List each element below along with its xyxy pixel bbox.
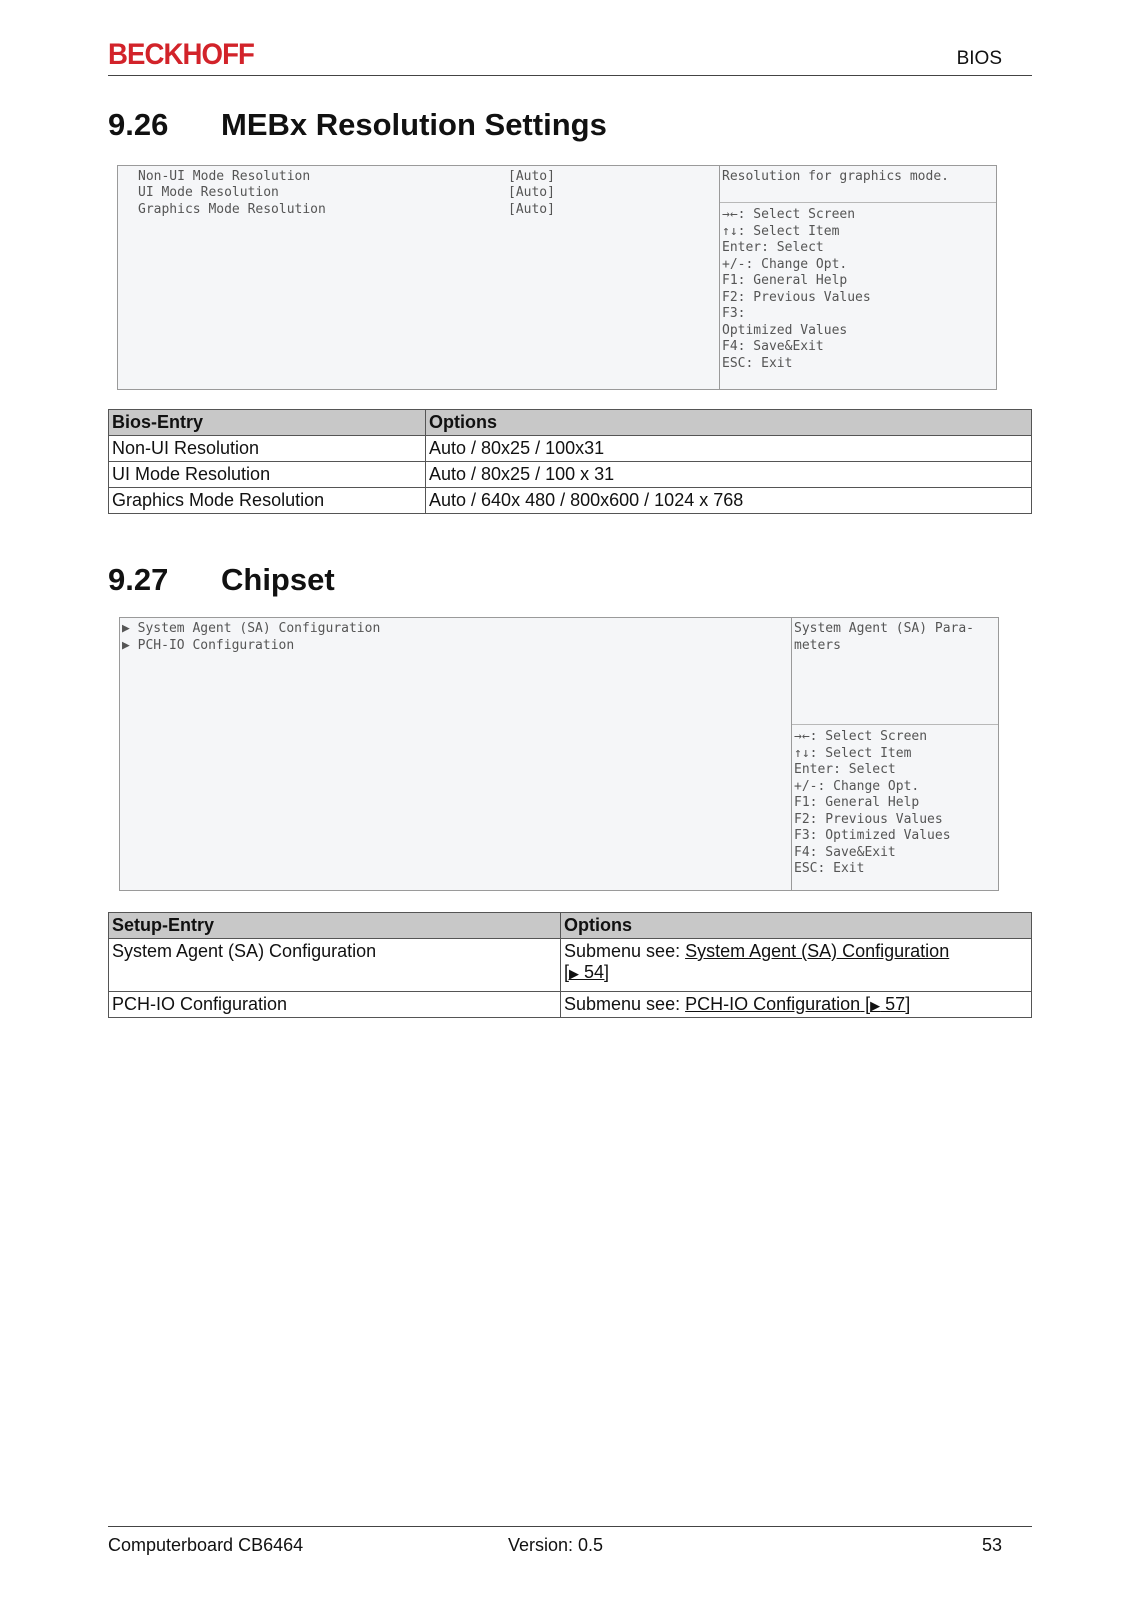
footer-divider: [108, 1526, 1032, 1527]
bios-key-hint: F3: Optimized Values: [794, 828, 951, 843]
bios-item-label[interactable]: Graphics Mode Resolution: [138, 202, 326, 217]
bios-key-hint: +/-: Change Opt.: [794, 779, 920, 794]
bios-submenu-item[interactable]: ▶ System Agent (SA) Configuration: [122, 621, 381, 636]
bios-key-hint: ESC: Exit: [794, 861, 865, 876]
submenu-link-text: PCH-IO Configuration: [685, 994, 861, 1014]
bios-key-hint: F2: Previous Values: [722, 290, 871, 305]
header-divider: [108, 75, 1032, 76]
table-row: [109, 939, 1032, 992]
bios-key-hint: ↑↓: Select Item: [722, 224, 840, 239]
section-number: 9.27: [108, 562, 169, 597]
bios-item-value[interactable]: [Auto]: [508, 185, 555, 200]
bios-key-hint: ↑↓: Select Item: [794, 746, 912, 761]
bios-panel-divider: [791, 618, 792, 890]
page-ref-open: [: [564, 962, 570, 982]
table-header-cell: Options: [426, 410, 1032, 436]
page-ref-number: 54]: [579, 962, 610, 982]
bios-key-hint: +/-: Change Opt.: [722, 257, 848, 272]
page-ref-open: [: [860, 994, 871, 1014]
bios-key-hint: Enter: Select: [794, 762, 896, 777]
section-title: Chipset: [221, 562, 335, 597]
table-cell-options: [561, 992, 1032, 1018]
table-cell-options: [561, 939, 1032, 992]
bios-item-value[interactable]: [Auto]: [508, 202, 555, 217]
bios-key-hint: F1: General Help: [794, 795, 920, 810]
table-row: [109, 992, 1032, 1018]
footer-page-number: 53: [981, 1535, 1002, 1555]
bios-help-text: System Agent (SA) Para-: [794, 621, 975, 636]
table-header-cell: Options: [561, 913, 1032, 939]
table-header-row: [109, 913, 1032, 939]
bios-key-hint: F3:: [722, 306, 746, 321]
page-ref-link[interactable]: [564, 962, 609, 982]
bios-item-label[interactable]: UI Mode Resolution: [138, 185, 279, 200]
section-title: MEBx Resolution Settings: [221, 107, 607, 142]
bios-help-text: meters: [794, 638, 841, 653]
bios-screen-chipset: [119, 617, 999, 891]
bios-entry-table: [108, 409, 1032, 514]
table-cell-entry: System Agent (SA) Configuration: [109, 939, 561, 992]
section-number: 9.26: [108, 107, 169, 142]
header-section-label: BIOS: [956, 48, 1002, 69]
bios-key-hint: F4: Save&Exit: [794, 845, 896, 860]
bios-item-value[interactable]: [Auto]: [508, 169, 555, 184]
submenu-prefix: Submenu see:: [564, 941, 686, 961]
bios-item-label[interactable]: Non-UI Mode Resolution: [138, 169, 311, 184]
beckhoff-logo: BECKHOFF: [108, 38, 254, 71]
table-cell-entry: Non-UI Resolution: [109, 436, 426, 462]
table-cell-entry: UI Mode Resolution: [109, 462, 426, 488]
footer-version: Version: 0.5: [508, 1535, 604, 1555]
page-ref-number: 57]: [880, 994, 911, 1014]
table-cell-options: Auto / 80x25 / 100 x 31: [426, 462, 1032, 488]
bios-help-text: Resolution for graphics mode.: [722, 169, 949, 184]
bios-key-hint: →←: Select Screen: [794, 729, 928, 744]
table-cell-entry: PCH-IO Configuration: [109, 992, 561, 1018]
page-ref-arrow-icon: ▶: [870, 998, 881, 1013]
bios-key-hint: ESC: Exit: [722, 356, 793, 371]
table-cell-entry: Graphics Mode Resolution: [109, 488, 426, 514]
submenu-link-pch-io[interactable]: [685, 994, 910, 1014]
table-header-cell: Bios-Entry: [109, 410, 426, 436]
bios-help-divider: [720, 202, 996, 203]
submenu-link-system-agent[interactable]: System Agent (SA) Configuration: [685, 941, 950, 961]
bios-key-hint: →←: Select Screen: [722, 207, 856, 222]
bios-key-hint: F1: General Help: [722, 273, 848, 288]
bios-screen-mebx: [117, 165, 997, 390]
bios-key-hint: F2: Previous Values: [794, 812, 943, 827]
table-row: [109, 488, 1032, 514]
footer-product: Computerboard CB6464: [108, 1535, 304, 1555]
bios-key-hint: Enter: Select: [722, 240, 824, 255]
bios-key-hint: F4: Save&Exit: [722, 339, 824, 354]
table-cell-options: Auto / 640x 480 / 800x600 / 1024 x 768: [426, 488, 1032, 514]
table-header-cell: Setup-Entry: [109, 913, 561, 939]
table-row: [109, 462, 1032, 488]
bios-key-hint: Optimized Values: [722, 323, 848, 338]
bios-submenu-item[interactable]: ▶ PCH-IO Configuration: [122, 638, 295, 653]
section-heading-9-26: [108, 107, 607, 143]
bios-panel-divider: [719, 166, 720, 389]
table-cell-options: Auto / 80x25 / 100x31: [426, 436, 1032, 462]
bios-help-divider: [792, 724, 998, 725]
page-ref-arrow-icon: ▶: [569, 966, 580, 981]
submenu-prefix: Submenu see:: [564, 994, 686, 1014]
section-heading-9-27: [108, 562, 335, 598]
table-header-row: [109, 410, 1032, 436]
setup-entry-table: [108, 912, 1032, 1018]
table-row: [109, 436, 1032, 462]
